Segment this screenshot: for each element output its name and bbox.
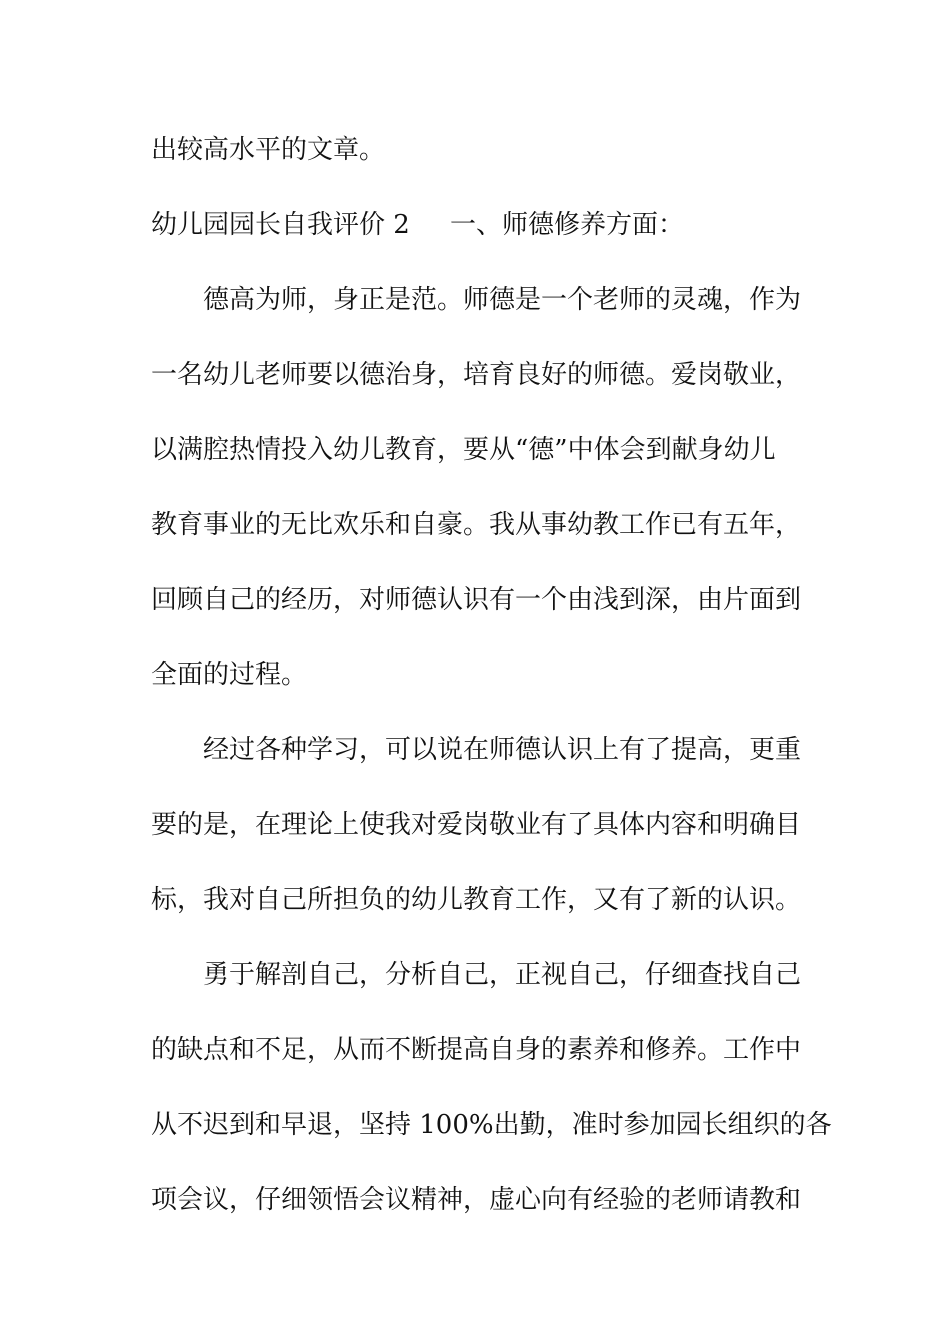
- paragraph-line: 勇于解剖自己，分析自己，正视自己，仔细查找自己: [203, 960, 802, 990]
- paragraph-line: 项会议，仔细领悟会议精神，虚心向有经验的老师请教和: [151, 1185, 802, 1215]
- paragraph-line: 的缺点和不足，从而不断提高自身的素养和修养。工作中: [151, 1035, 802, 1065]
- section-title: 幼儿园园长自我评价 2: [151, 210, 410, 240]
- paragraph-line: 从不迟到和早退，坚持 100%出勤，准时参加园长组织的各: [151, 1110, 832, 1140]
- paragraph-line: 教育事业的无比欢乐和自豪。我从事幼教工作已有五年，: [151, 510, 802, 540]
- paragraph-line: 一名幼儿老师要以德治身，培育良好的师德。爱岗敬业，: [151, 360, 802, 390]
- paragraph-line: 全面的过程。: [151, 660, 308, 690]
- paragraph-line: 经过各种学习，可以说在师德认识上有了提高，更重: [203, 735, 802, 765]
- section-heading: 一、师德修养方面：: [450, 210, 685, 240]
- paragraph-line: 标，我对自己所担负的幼儿教育工作，又有了新的认识。: [151, 885, 802, 915]
- text-line: 出较高水平的文章。: [151, 135, 386, 165]
- paragraph-line: 以满腔热情投入幼儿教育，要从“德”中体会到献身幼儿: [151, 435, 776, 465]
- paragraph-line: 德高为师，身正是范。师德是一个老师的灵魂，作为: [203, 285, 802, 315]
- paragraph-line: 回顾自己的经历，对师德认识有一个由浅到深，由片面到: [151, 585, 802, 615]
- paragraph-line: 要的是，在理论上使我对爱岗敬业有了具体内容和明确目: [151, 810, 802, 840]
